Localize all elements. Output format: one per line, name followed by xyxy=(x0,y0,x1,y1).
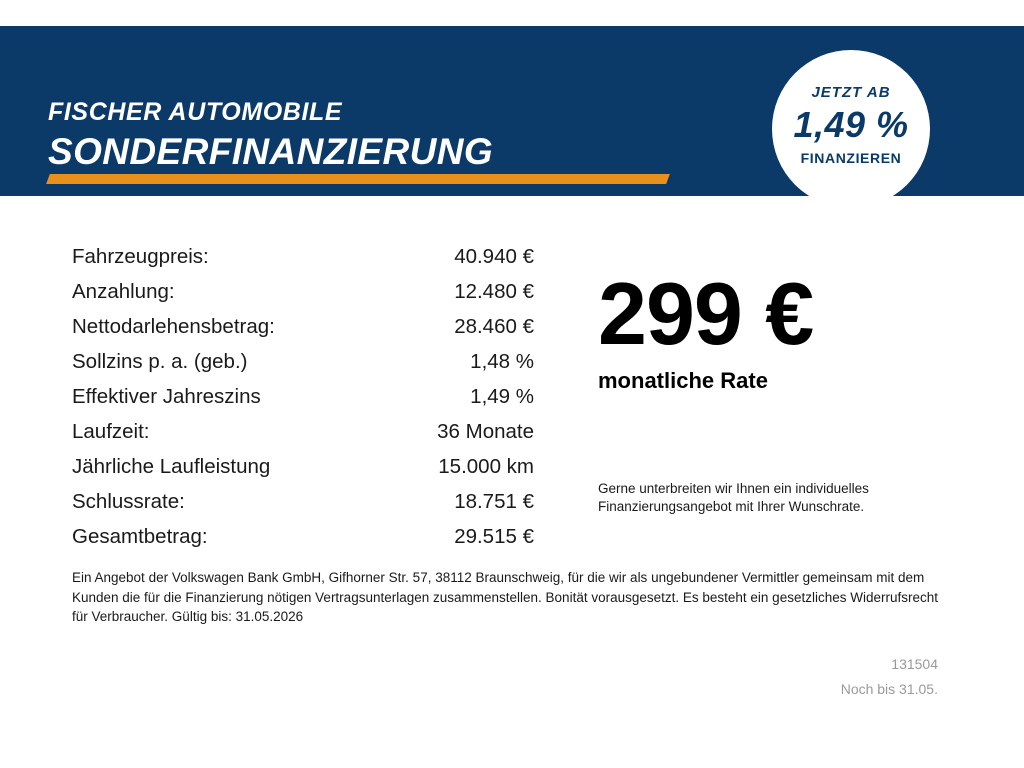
individual-offer-note: Gerne unterbreiten wir Ihnen ein individuelles Finanzierungsangebot mit Ihrer Wunschrate. xyxy=(598,481,869,515)
row-value: 15.000 km xyxy=(438,455,534,478)
row-label: Fahrzeugpreis: xyxy=(72,245,209,268)
monthly-rate-amount: 299 € xyxy=(598,264,814,363)
row-label: Anzahlung: xyxy=(72,280,175,303)
table-row xyxy=(72,245,534,280)
row-value: 40.940 € xyxy=(454,245,534,268)
page-title: SONDERFINANZIERUNG xyxy=(48,131,494,172)
legal-disclaimer: Ein Angebot der Volkswagen Bank GmbH, Gifhorner Str. 57, 38112 Braunschweig, für die wir als ungebundener Vermittler gemeinsam mit dem Kunden die für die Finanzierung nötigen Vertragsunterlagen zusammenstellen. Bonität vorausgesetzt. Es besteht ein gesetzliches Widerrufsrecht für Verbraucher. Gültig bis: 31.05.2026 xyxy=(72,570,938,625)
table-row xyxy=(72,490,534,525)
row-label: Sollzins p. a. (geb.) xyxy=(72,350,248,373)
badge-bottom-label: FINANZIEREN xyxy=(800,150,902,166)
row-value: 1,48 % xyxy=(470,350,534,373)
dealer-name: FISCHER AUTOMOBILE xyxy=(48,98,343,126)
status-badge xyxy=(772,50,930,196)
offer-id: 131504 xyxy=(891,656,938,672)
row-label: Nettodarlehensbetrag: xyxy=(72,315,275,338)
finance-details-table xyxy=(72,245,534,560)
header-banner xyxy=(0,26,1024,196)
offer-validity: Noch bis 31.05. xyxy=(840,681,938,698)
badge-top-label: JETZT AB xyxy=(811,84,891,101)
table-row xyxy=(72,280,534,315)
row-label: Jährliche Laufleistung xyxy=(72,455,271,478)
monthly-rate-block xyxy=(598,264,938,394)
row-label: Gesamtbetrag: xyxy=(72,525,208,548)
row-value: 28.460 € xyxy=(454,315,534,338)
badge-rate: 1,49 % xyxy=(793,104,909,145)
table-row xyxy=(72,350,534,385)
accent-rule xyxy=(46,174,670,184)
row-label: Effektiver Jahreszins xyxy=(72,385,261,408)
table-row xyxy=(72,525,534,560)
table-row xyxy=(72,315,534,350)
table-row xyxy=(72,455,534,490)
row-value: 1,49 % xyxy=(470,385,534,408)
row-value: 12.480 € xyxy=(454,280,534,303)
row-value: 29.515 € xyxy=(454,525,534,548)
row-value: 36 Monate xyxy=(437,420,534,443)
table-row xyxy=(72,420,534,455)
row-label: Laufzeit: xyxy=(72,420,150,443)
table-row xyxy=(72,385,534,420)
footer-meta xyxy=(841,652,938,702)
monthly-rate-caption: monatliche Rate xyxy=(598,367,768,393)
row-label: Schlussrate: xyxy=(72,490,185,513)
row-value: 18.751 € xyxy=(454,490,534,513)
banner-titles xyxy=(48,100,493,170)
